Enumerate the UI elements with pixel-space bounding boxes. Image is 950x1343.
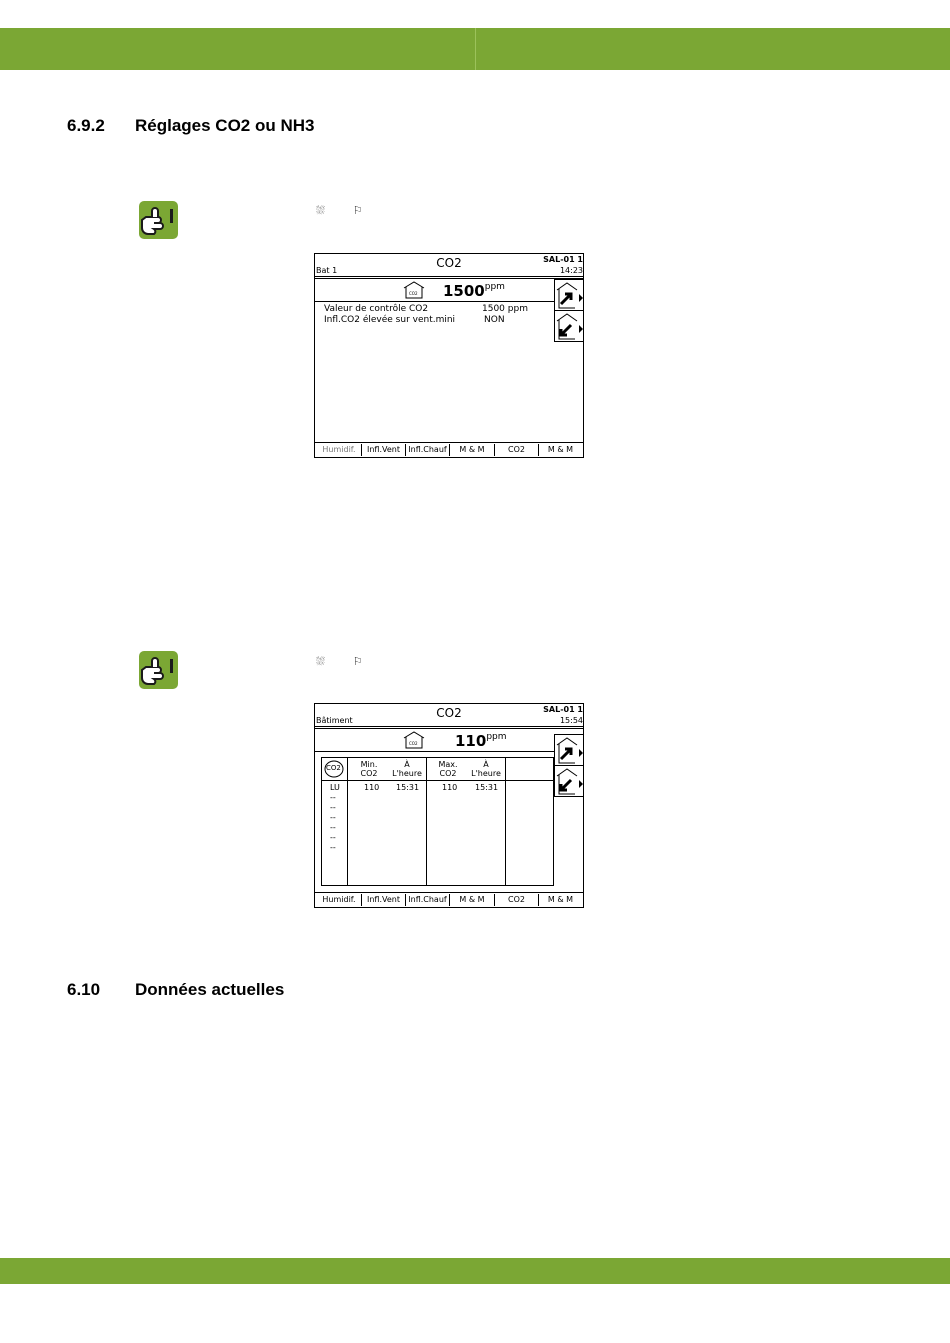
controller-screen-history	[314, 703, 584, 908]
svg-text:CO2: CO2	[409, 291, 418, 296]
heading-title: Réglages CO2 ou NH3	[135, 116, 315, 135]
header-min-time: À L'heure	[392, 760, 422, 778]
header-max-co2: Max. CO2	[438, 760, 458, 778]
screen-time: 14:23	[559, 266, 583, 275]
co2-value: $110^{ppm}$	[455, 732, 507, 750]
row-day: --	[330, 803, 336, 812]
tab-m-m-2[interactable]: M & M	[547, 445, 574, 454]
flag-icon: ⚐	[352, 205, 363, 217]
screen-time: 15:54	[559, 716, 583, 725]
screen-id: SAL-01 1	[543, 705, 583, 714]
enter-house-button[interactable]	[554, 279, 584, 311]
heading-number: 6.10	[67, 980, 101, 999]
table-column-line	[426, 758, 427, 885]
heading-number: 6.9.2	[67, 116, 105, 135]
screen-title: CO2	[436, 706, 462, 720]
value-row	[315, 729, 554, 752]
tab-infl-chauf[interactable]: Infl.Chauf	[406, 894, 450, 906]
divider	[315, 276, 583, 277]
heading-title: Données actuelles	[135, 980, 285, 999]
table-column-line	[347, 758, 348, 885]
tab-m-m-2[interactable]: M & M	[539, 894, 582, 906]
bottom-color-band	[0, 1258, 950, 1284]
section-heading-6-9-2	[67, 116, 315, 136]
section-heading-6-10	[67, 980, 284, 1000]
setting-row[interactable]	[324, 315, 505, 325]
tab-infl-chauf[interactable]: Infl.Chauf	[406, 444, 450, 456]
controller-screen-settings	[314, 253, 584, 458]
co2-value: $1500^{ppm}$	[443, 282, 505, 300]
top-color-band	[0, 28, 950, 70]
row-min-time: 15:31	[396, 783, 420, 792]
table-column-line	[505, 758, 506, 885]
setting-value: NON	[484, 315, 505, 325]
flag-icon: ⚐	[352, 656, 363, 668]
menu-path-icons	[316, 655, 391, 669]
tab-bar	[315, 442, 583, 457]
screen-subtitle: Bat 1	[316, 266, 338, 275]
band-divider	[475, 28, 476, 70]
tab-humidif[interactable]: Humidif.	[317, 444, 362, 456]
row-day: --	[330, 833, 336, 842]
row-day: --	[330, 843, 336, 852]
header-max-time: À L'heure	[471, 760, 501, 778]
svg-text:CO2: CO2	[409, 741, 418, 746]
tab-humidif[interactable]: Humidif.	[317, 894, 362, 906]
climate-icon: ⛆	[316, 656, 325, 668]
tab-bar	[315, 892, 583, 907]
history-table	[321, 757, 554, 886]
setting-row[interactable]	[324, 304, 528, 314]
tab-co2[interactable]: CO2	[495, 894, 539, 906]
setting-label: Infl.CO2 élevée sur vent.mini	[324, 315, 456, 325]
house-icon	[403, 281, 425, 299]
tab-infl-vent[interactable]: Infl.Vent	[362, 444, 406, 456]
divider	[315, 726, 583, 727]
menu-path-icons	[316, 204, 391, 218]
exit-house-button[interactable]	[554, 310, 584, 342]
enter-house-button[interactable]	[554, 734, 584, 766]
screen-subtitle: Bâtiment	[316, 716, 353, 725]
hand-pointer-icon	[139, 651, 178, 689]
row-day: LU	[330, 783, 340, 792]
row-max-time: 15:31	[475, 783, 499, 792]
tab-co2[interactable]: CO2	[495, 444, 539, 456]
header-min-co2: Min. CO2	[360, 760, 378, 778]
row-day: --	[330, 823, 336, 832]
row-day: --	[330, 813, 336, 822]
screen-id: SAL-01 1	[543, 255, 583, 264]
setting-value: 1500 ppm	[482, 304, 528, 314]
value-row	[315, 279, 554, 302]
co2-badge-label: CO2	[326, 764, 341, 772]
house-icon	[403, 731, 425, 749]
climate-icon: ⛆	[316, 205, 325, 217]
tab-m-m[interactable]: M & M	[450, 894, 495, 906]
row-max-co2: 110	[442, 783, 458, 792]
tab-infl-vent[interactable]: Infl.Vent	[362, 894, 406, 906]
exit-house-button[interactable]	[554, 765, 584, 797]
screen-title: CO2	[436, 256, 462, 270]
setting-label: Valeur de contrôle CO2	[324, 304, 429, 314]
hand-pointer-icon	[139, 201, 178, 239]
row-min-co2: 110	[364, 783, 380, 792]
table-header-divider	[322, 780, 553, 781]
tab-m-m[interactable]: M & M	[450, 444, 495, 456]
row-day: --	[330, 793, 336, 802]
